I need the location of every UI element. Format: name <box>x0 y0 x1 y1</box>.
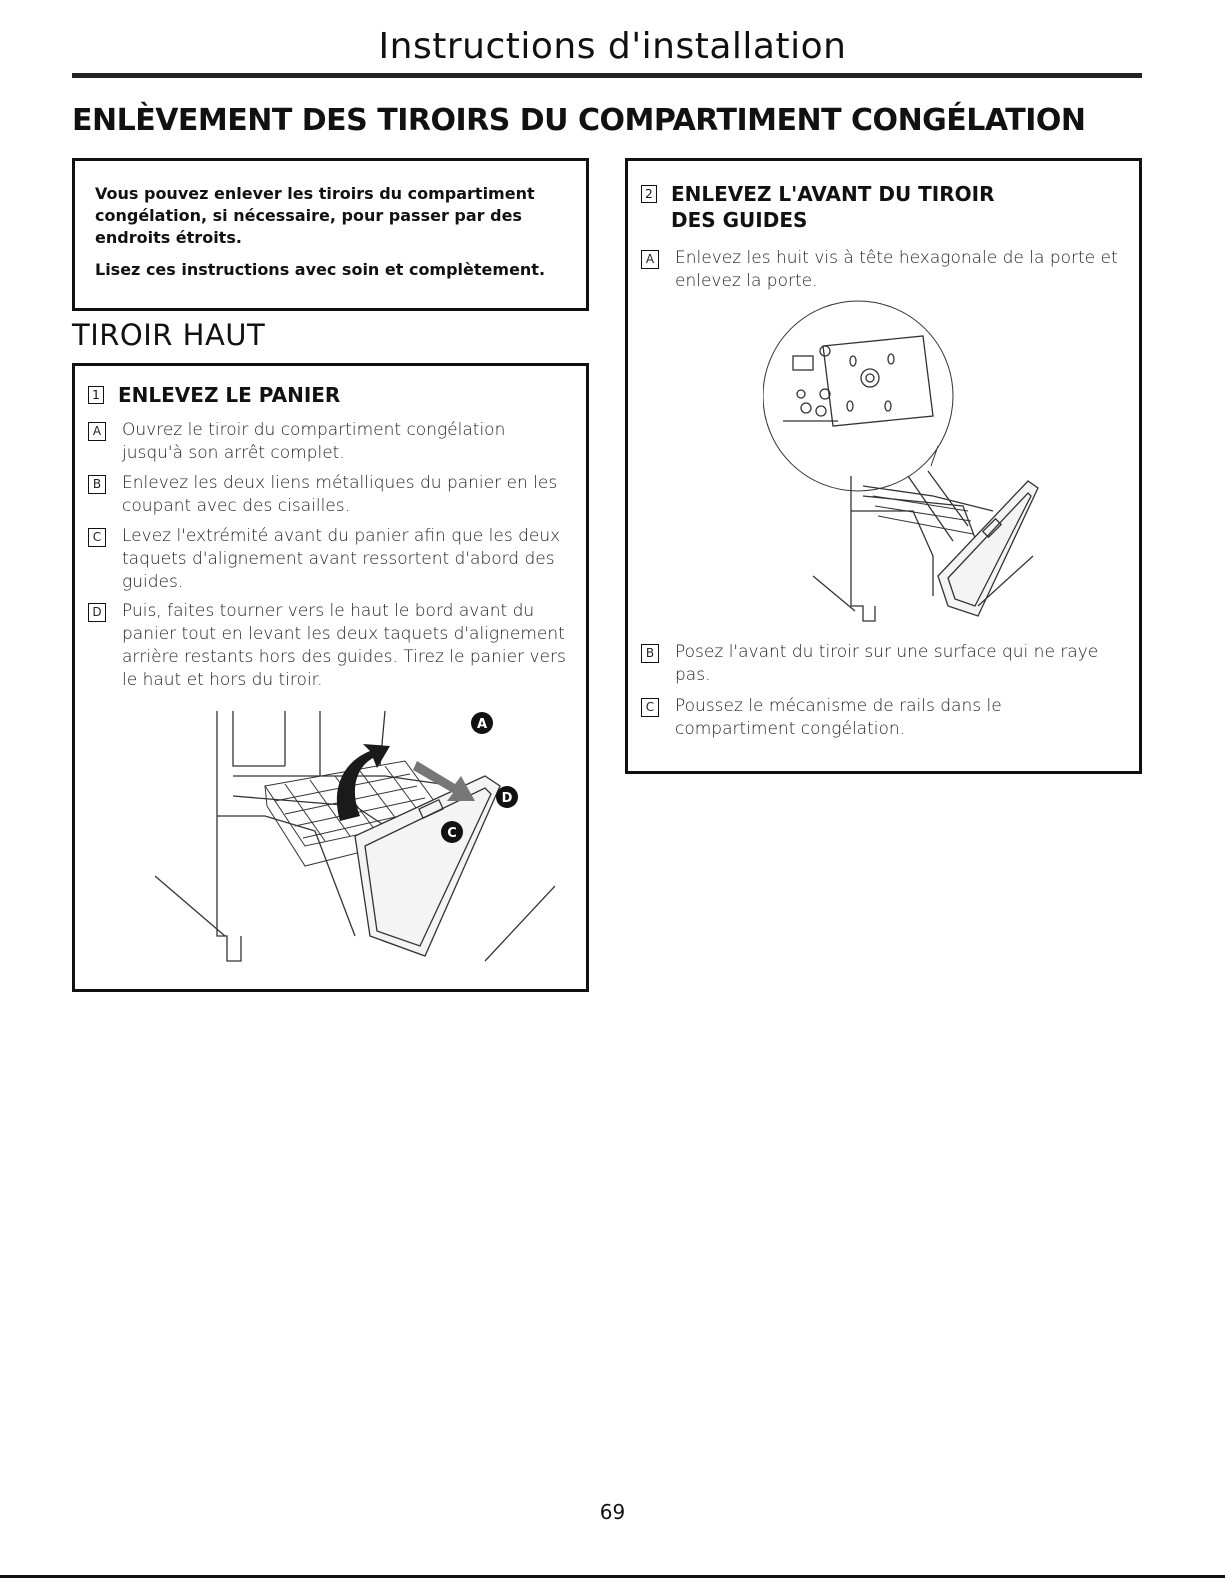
step1-item-a-text: Ouvrez le tiroir du compartiment congélation jusqu'à son arrêt complet. <box>122 420 506 463</box>
step2-item-a-text: Enlevez les huit vis à tête hexagonale de la porte et enlevez la porte. <box>675 248 1118 291</box>
step1-item-a <box>88 419 568 465</box>
step2-item-b-text: Posez l'avant du tiroir sur une surface qui ne raye pas. <box>675 642 1099 685</box>
header-divider <box>72 73 1142 78</box>
letter-badge: B <box>88 475 106 494</box>
callout-label: D <box>501 791 513 806</box>
section-title: ENLÈVEMENT DES TIROIRS DU COMPARTIMENT CONGÉLATION <box>72 103 1086 138</box>
step2-title <box>671 181 994 233</box>
step1-item-b <box>88 472 568 518</box>
step1-heading <box>88 382 340 408</box>
step1-item-c-text: Levez l'extrémité avant du panier afin que les deux taquets d'alignement avant ressortent d'abord des guides. <box>122 526 561 592</box>
step2-title-line1: ENLEVEZ L'AVANT DU TIROIR <box>671 182 995 206</box>
page-header-title: Instructions d'installation <box>378 26 847 67</box>
subsection-title: TIROIR HAUT <box>72 318 266 352</box>
step1-item-d-text: Puis, faites tourner vers le haut le bord avant du panier tout en levant les deux taquets d'alignement arrière restants hors des guides. Tirez le panier vers le haut et hors du tiroir. <box>122 601 566 690</box>
letter-badge: A <box>641 250 659 269</box>
intro-box <box>72 158 589 311</box>
step1-item-d <box>88 600 568 692</box>
step2-item-c <box>641 695 1121 741</box>
intro-note: Lisez ces instructions avec soin et complètement. <box>95 260 546 279</box>
drawer-front-removal-illustration <box>763 296 1053 626</box>
step1-item-b-text: Enlevez les deux liens métalliques du panier en les coupant avec des cisailles. <box>122 473 558 516</box>
step1-item-c <box>88 525 568 594</box>
step-number-badge: 2 <box>641 185 657 203</box>
step1-title: ENLEVEZ LE PANIER <box>118 383 341 407</box>
page-number: 69 <box>599 1500 626 1524</box>
step2-item-a <box>641 247 1121 293</box>
step2-title-line2: DES GUIDES <box>671 208 808 232</box>
step2-heading <box>641 181 994 233</box>
step2-item-c-text: Poussez le mécanisme de rails dans le compartiment congélation. <box>675 696 1002 739</box>
letter-badge: B <box>641 644 659 663</box>
letter-badge: C <box>88 528 106 547</box>
basket-removal-illustration <box>155 706 555 976</box>
step2-box <box>625 158 1142 774</box>
letter-badge: A <box>88 422 106 441</box>
bottom-divider <box>0 1575 1225 1578</box>
intro-paragraph: Vous pouvez enlever les tiroirs du compartiment congélation, si nécessaire, pour passer par des endroits étroits. <box>95 184 535 247</box>
step1-box <box>72 363 589 992</box>
callout-label: C <box>447 826 457 841</box>
step2-item-b <box>641 641 1121 687</box>
letter-badge: C <box>641 698 659 717</box>
letter-badge: D <box>88 603 106 622</box>
callout-label: A <box>476 717 488 732</box>
step-number-badge: 1 <box>88 386 104 404</box>
